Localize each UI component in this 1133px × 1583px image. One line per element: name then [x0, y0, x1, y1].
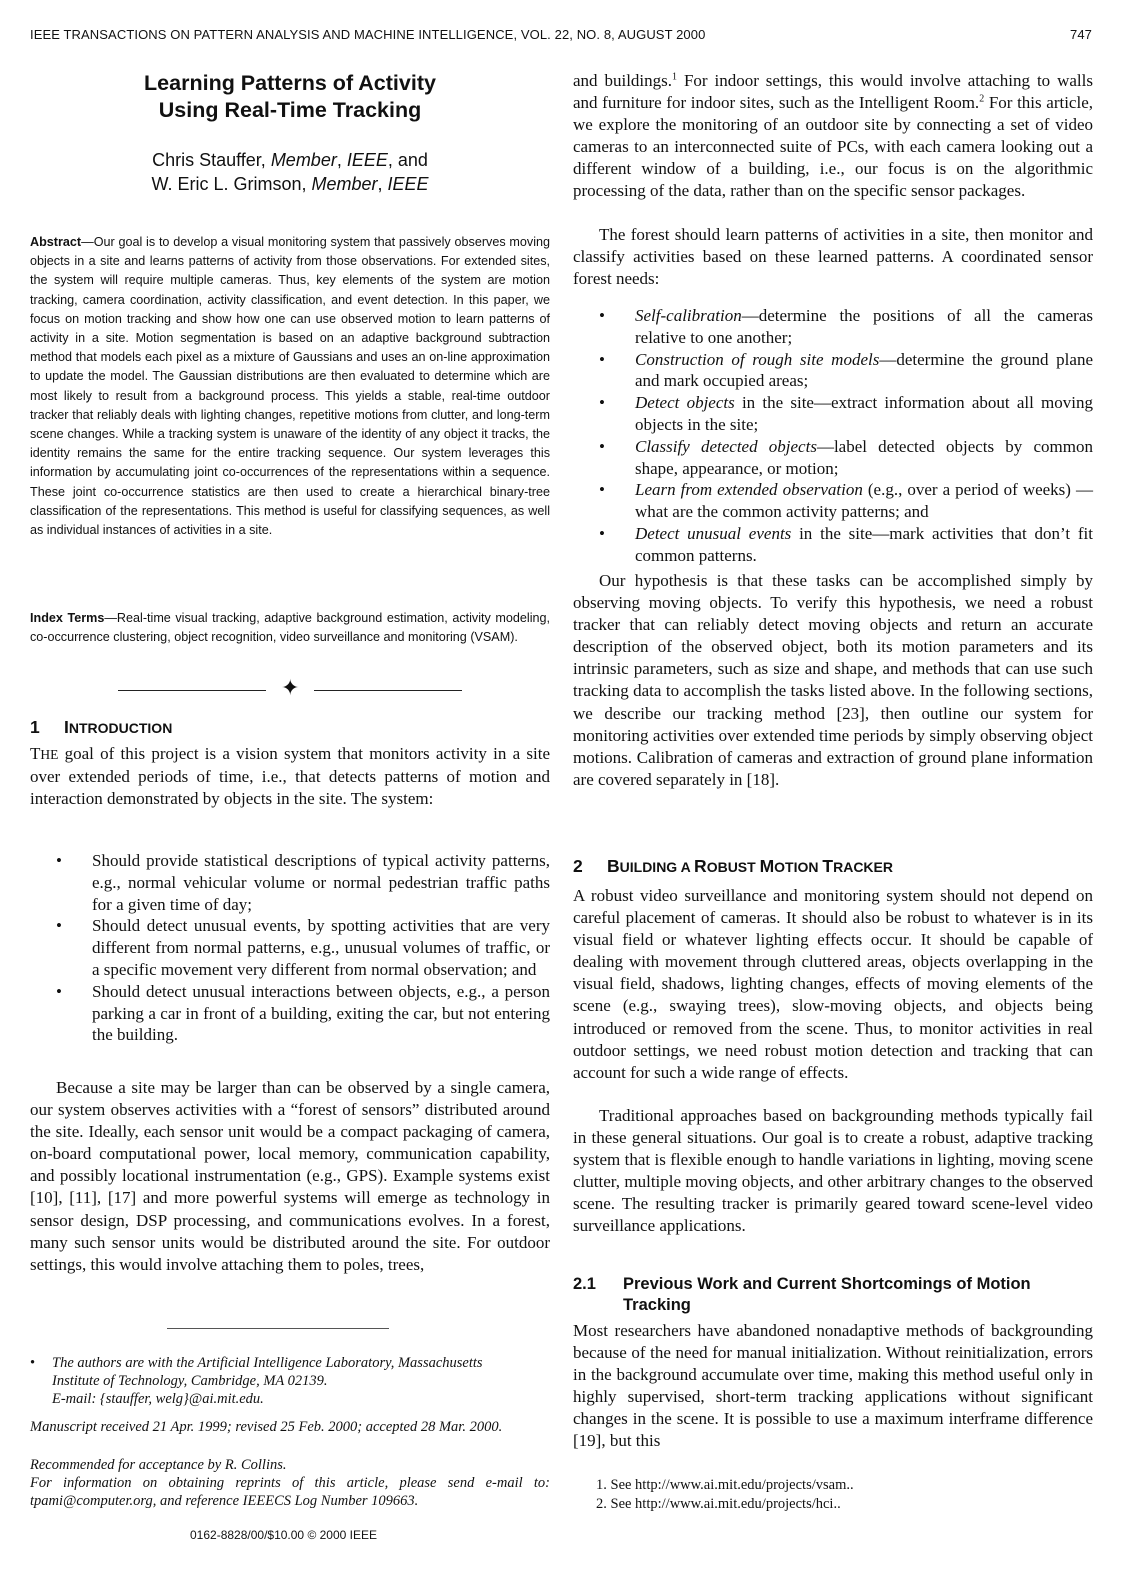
abstract-text: —Our goal is to develop a visual monitoring system that passively observes moving objects in a site and learns patterns of activity from those observations. For extended sites, the system will require multiple cameras. Thus, key elements of the system are motion tracking, camera coordination, activity classification, and event detection. In this paper, we focus on motion tracking and show how one can use observed motion to learn patterns of activity in a site. Motion segmentation is based on an adaptive background subtraction method that models each pixel as a mixture of Gaussians and uses an on-line approximation to update the model. The Gaussian distributions are then evaluated to determine which are most likely to result from a background process. This yields a stable, real-time outdoor tracker that reliably deals with lighting changes, repetitive motions from clutter, and long-term scene changes. While a tracking system is unaware of the identity of any object it tracks, the identity remains the same for the entire tracking sequence. Our system leverages this information by accumulating joint co-occurrences of the representations within a sequence. These joint co-occurrence statistics are then used to create a hierarchical binary-tree classification of the representations. This method is useful for classifying sequences, as well as individual instances of activities in a site.: [30, 235, 550, 538]
divider-diamond-icon: ✦: [281, 675, 300, 700]
author-line-2: W. Eric L. Grimson, Member, IEEE: [151, 174, 429, 194]
list-item: [573, 392, 1093, 436]
list-item: [573, 479, 1093, 523]
section-1-number: 1: [30, 717, 40, 737]
section-2-title-part: OBUST: [706, 859, 760, 875]
system-bullets: [30, 850, 550, 1046]
section-2-para-1: A robust video surveillance and monitoring system should not depend on careful placement of cameras. It should also be robust to whatever is in its visual field or whatever lighting effects occur. It should be capable of dealing with movement through cluttered areas, objects overlapping in the visual field, shadows, lighting changes, effects of moving elements of the scene (e.g., swaying trees), slow-moving objects, and objects being introduced or removed from the scene. Thus, to monitor activities in real outdoor settings, we need robust motion detection and tracking that can account for such a wide range of effects.: [573, 886, 1093, 1082]
need-text: in the site—mark activities that don’t fit common patterns.: [635, 523, 1093, 565]
list-item: [30, 850, 550, 915]
forest-needs-list: [573, 305, 1093, 567]
need-text: —determine the positions of all the cameras relative to one another;: [635, 306, 1093, 347]
section-2-title-part: UILDING A: [619, 859, 695, 875]
section-1-heading: [30, 717, 172, 738]
bullet-dot-icon: •: [56, 916, 62, 936]
list-item: [573, 305, 1093, 349]
footnote-2: 2. See http://www.ai.mit.edu/projects/hci..: [596, 1496, 841, 1512]
bullet-dot-icon: •: [56, 981, 62, 1001]
section-2-1-heading: [573, 1274, 1093, 1316]
list-item: [30, 981, 550, 1046]
divider-left-rule: [118, 690, 266, 691]
affiliation-line-1: The authors are with the Artificial Intelligence Laboratory, Massachusetts: [52, 1355, 483, 1371]
need-text: in the site—extract information about all moving objects in the site;: [635, 393, 1094, 434]
author-1-name: Chris Stauffer,: [152, 150, 271, 170]
section-1-intro: [30, 743, 550, 810]
author-1-org: IEEE: [346, 150, 388, 170]
bullet-text: Should detect unusual events, by spotting activities that are very different from normal patterns, e.g., unusual volumes of traffic, or a specific movement very different from normal observation; and: [92, 916, 550, 979]
divider-right-rule: [314, 690, 462, 691]
right-para-forest: The forest should learn patterns of activities in a site, then monitor and classify activities based on these learned patterns. A coordinated sensor forest needs:: [573, 225, 1093, 289]
cont-text-b: For indoor settings, this would involve attaching to walls and furniture for indoor sites, such as the Intelligent Room.: [573, 71, 1093, 113]
footnote-bullet-icon: •: [30, 1355, 36, 1371]
copyright-id: 0162-8828/00/$10.00 © 2000 IEEE: [190, 1528, 377, 1542]
manuscript-dates: Manuscript received 21 Apr. 1999; revised 25 Feb. 2000; accepted 28 Mar. 2000.: [30, 1419, 503, 1435]
section-2-title-part: B: [607, 856, 620, 876]
list-item: [573, 523, 1093, 567]
section-1-para-2: Because a site may be larger than can be observed by a single camera, our system observes activities with a “forest of sensors” distributed around the site. Ideally, each sensor unit would be a compact packaging of camera, on-board computational power, local memory, communication capability, and possibly locational instrumentation (e.g., GPS). Example systems exist [10], [11], [17] and more powerful systems will emerge as technology in sensor design, DSP processing, and communications evolves. In a forest, many such sensor units would be distributed around the site. For outdoor settings, this would involve attaching them to poles, trees,: [30, 1078, 550, 1274]
title-line-1: Learning Patterns of Activity: [144, 71, 436, 95]
url-footnotes: [596, 1476, 1096, 1514]
intro-drop-letter: T: [30, 744, 41, 763]
right-para-hypothesis: Our hypothesis is that these tasks can be accomplished simply by observing moving objects. To verify this hypothesis, we need a robust tracker that can reliably detect moving objects and return an accurate description of the observed object, both its motion parameters and its intrinsic parameters, such as size and shape, and methods that can use such tracking data to accomplish the tasks listed above. In the following sections, we describe our tracking method [23], then outline our system for monitoring activities over extended time periods by simply observing object motions. Calibration of cameras and extraction of ground plane information are covered separately in [18].: [573, 571, 1093, 789]
cont-text-c: For this article, we explore the monitoring of an outdoor site by connecting a set of video cameras to an interconnected suite of PCs, with each camera looking out a different window of a building, i.e., our focus is on the algorithmic processing of the data, rather than on the specific sensor packages.: [573, 93, 1093, 201]
intro-text: goal of this project is a vision system that monitors activity in a site over extended periods of time, i.e., that detects patterns of motion and interaction demonstrated by objects in the site. The system:: [30, 744, 550, 809]
index-terms: [30, 609, 550, 647]
need-text: (e.g., over a period of weeks) —what are the common activity patterns; and: [635, 480, 1093, 522]
need-text: —determine the ground plane and mark occupied areas;: [635, 349, 1093, 391]
author-2-name: W. Eric L. Grimson,: [151, 174, 312, 194]
authors: [30, 148, 550, 196]
bullet-dot-icon: •: [599, 349, 605, 369]
bullet-text: Should provide statistical descriptions of typical activity patterns, e.g., normal vehicular volume or normal pedestrian traffic paths for a given time of day;: [92, 851, 550, 914]
need-term: Learn from extended observation: [635, 480, 863, 500]
section-2-heading: [573, 856, 893, 877]
abstract-label: Abstract: [30, 235, 82, 249]
list-item: [573, 436, 1093, 480]
reprints-info: For information on obtaining reprints of this article, please send e-mail to: tpami@computer.org, and reference IEEECS Log Number 109663.: [30, 1475, 550, 1509]
section-2-1-title-2: Tracking: [623, 1296, 691, 1314]
bullet-dot-icon: •: [56, 851, 62, 870]
section-2-title-part: M: [759, 856, 775, 876]
author-1-tail: , and: [387, 150, 428, 170]
need-term: Classify detected objects: [635, 436, 817, 456]
footnote-ref-1: 1: [672, 71, 678, 83]
section-2-title-part: T: [822, 856, 834, 876]
need-term: Self-calibration: [635, 306, 742, 325]
page-number: 747: [1070, 27, 1092, 42]
title-line-2: Using Real-Time Tracking: [158, 98, 422, 122]
abstract: [30, 233, 550, 540]
bullet-dot-icon: •: [599, 480, 605, 500]
section-2-title-part: R: [694, 856, 707, 876]
journal-line: IEEE TRANSACTIONS ON PATTERN ANALYSIS AND MACHINE INTELLIGENCE, VOL. 22, NO. 8, AUGUST 2000: [30, 27, 706, 42]
section-2-para-2: Traditional approaches based on backgrounding methods typically fail in these general situations. Our goal is to create a robust, adaptive tracking system that is flexible enough to handle variations in lighting, moving scene clutter, multiple moving objects, and other arbitrary changes to the observed scene. The resulting tracker is primarily geared toward scene-level video surveillance applications.: [573, 1106, 1093, 1236]
author-1-role: Member: [270, 150, 337, 170]
bullet-dot-icon: •: [599, 436, 605, 456]
footnote-ref-2: 2: [979, 93, 985, 105]
need-term: Construction of rough site models: [635, 349, 880, 369]
list-item: [573, 349, 1093, 393]
need-term: Detect objects: [635, 393, 735, 413]
footnote-rule: [167, 1328, 389, 1329]
section-2-title-part: OTION: [774, 859, 823, 875]
intro-drop-rest: HE: [40, 747, 59, 762]
index-terms-label: Index Terms: [30, 611, 105, 625]
bullet-text: Should detect unusual interactions between objects, e.g., a person parking a car in front of a building, exiting the car, but not entering the building.: [92, 981, 550, 1045]
section-1-title-initial: I: [64, 717, 69, 737]
index-terms-text: —Real-time visual tracking, adaptive background estimation, activity modeling, co-occurrence clustering, object recognition, video surveillance and monitoring (VSAM).: [30, 611, 550, 645]
need-term: Detect unusual events: [635, 523, 792, 543]
bullet-dot-icon: •: [599, 523, 605, 543]
bullet-dot-icon: •: [599, 393, 605, 413]
author-2-org: IEEE: [387, 174, 429, 194]
author-line-1: Chris Stauffer, Member, IEEE, and: [152, 150, 428, 170]
need-text: —label detected objects by common shape, appearance, or motion;: [635, 436, 1093, 478]
section-1-title-rest: NTRODUCTION: [68, 720, 173, 736]
cont-text-a: and buildings.: [573, 71, 673, 90]
section-2-1-number: 2.1: [573, 1275, 596, 1293]
affiliation-line-2: Institute of Technology, Cambridge, MA 02139.: [52, 1373, 328, 1389]
author-2-role: Member: [311, 174, 378, 194]
list-item: [30, 915, 550, 980]
footnote-1: 1. See http://www.ai.mit.edu/projects/vsam..: [596, 1477, 854, 1493]
affiliation-footnote: [30, 1354, 550, 1408]
right-para-continuation: [573, 70, 1093, 203]
bullet-dot-icon: •: [599, 306, 605, 325]
section-2-title-part: RACKER: [833, 859, 893, 875]
running-head: [30, 27, 1092, 42]
section-2-1-title-1: Previous Work and Current Shortcomings of Motion: [623, 1275, 1031, 1293]
affiliation-email: E-mail: {stauffer, welg}@ai.mit.edu.: [52, 1391, 264, 1407]
section-2-1-para: Most researchers have abandoned nonadaptive methods of backgrounding because of the need for manual initialization. Without reinitialization, errors in the background accumulate over time, making this method useful only in highly supervised, short-term tracking applications without significant changes in the scene. It is possible to use a maximum interframe difference [19], but this: [573, 1321, 1093, 1451]
recommended-by: Recommended for acceptance by R. Collins.: [30, 1457, 287, 1473]
paper-title: [30, 70, 550, 124]
section-2-number: 2: [573, 856, 583, 876]
section-2-1-line-1: [573, 1274, 1093, 1295]
